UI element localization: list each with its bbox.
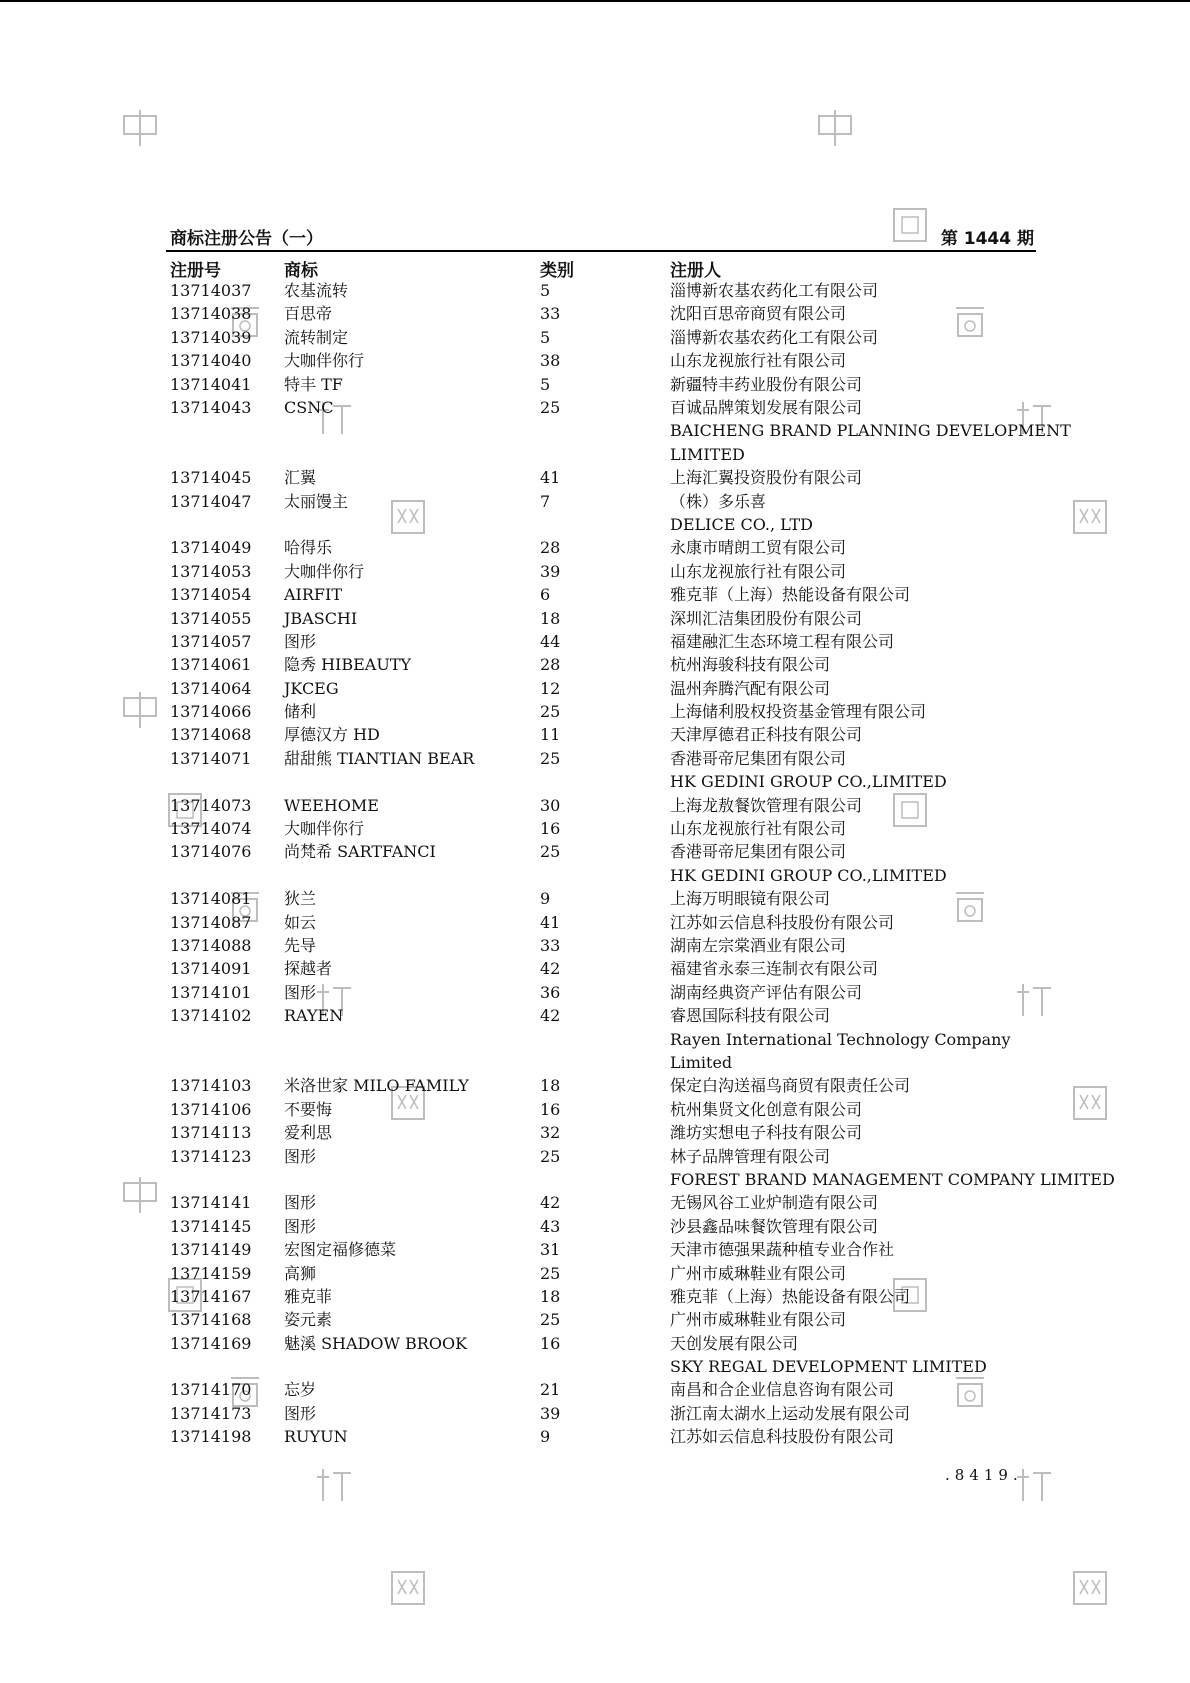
table-row [170, 957, 1040, 980]
registration-table [170, 279, 1115, 1449]
class-number: 16 [540, 1099, 561, 1119]
table-row [170, 1121, 1040, 1144]
trademark-name: 魅溪 SHADOW BROOK [284, 1333, 468, 1353]
table-row [170, 723, 1040, 746]
table-row [170, 373, 1040, 396]
watermark-wang-icon [388, 1568, 428, 1608]
class-number: 42 [540, 1006, 561, 1026]
trademark-name: 图形 [284, 1193, 317, 1213]
trademark-name: 厚德汉方 HD [284, 725, 380, 745]
table-row [170, 1308, 1040, 1331]
registrant-name: 山东龙视旅行社有限公司 [670, 819, 847, 839]
table-row [170, 840, 1040, 887]
class-number: 9 [540, 1427, 551, 1447]
trademark-name: 图形 [284, 982, 317, 1002]
registration-number: 13714049 [170, 538, 252, 558]
registration-number: 13714055 [170, 608, 252, 628]
registration-number: 13714123 [170, 1146, 252, 1166]
registrant-name: 杭州海骏科技有限公司 [670, 655, 831, 675]
trademark-name: 隐秀 HIBEAUTY [284, 655, 412, 675]
registration-number: 13714064 [170, 678, 252, 698]
class-number: 30 [540, 795, 561, 815]
registrant-name: 福建融汇生态环境工程有限公司 [670, 631, 895, 651]
watermark-zhong-icon [120, 1175, 160, 1215]
registrant-name: 广州市威琳鞋业有限公司 [670, 1310, 847, 1330]
registrant-name: 深圳汇洁集团股份有限公司 [670, 608, 863, 628]
trademark-name: JKCEG [284, 678, 339, 698]
registrant-name: 湖南左宗棠酒业有限公司 [670, 936, 847, 955]
registration-number: 13714061 [170, 655, 252, 675]
trademark-name: AIRFIT [284, 585, 343, 605]
table-row [170, 981, 1040, 1004]
table-row [170, 326, 1040, 349]
table-row [170, 1145, 1115, 1192]
registrant-name: 上海万明眼镜有限公司 [670, 889, 831, 909]
table-row [170, 1238, 1040, 1261]
registration-number: 13714068 [170, 725, 252, 745]
class-number: 43 [540, 1216, 561, 1236]
registration-number: 13714145 [170, 1216, 252, 1236]
registrant-name: LIMITED [670, 444, 745, 464]
table-row [170, 653, 1040, 676]
registrant-name: SKY REGAL DEVELOPMENT LIMITED [670, 1357, 987, 1377]
registrant-name: HK GEDINI GROUP CO.,LIMITED [670, 865, 947, 885]
registration-number: 13714039 [170, 327, 252, 347]
class-number: 25 [540, 1146, 561, 1166]
registrant-name: 沈阳百思帝商贸有限公司 [670, 304, 847, 324]
class-number: 12 [540, 678, 561, 698]
registrant-name: 广州市威琳鞋业有限公司 [670, 1263, 847, 1283]
class-number: 36 [540, 982, 561, 1002]
registration-number: 13714066 [170, 702, 252, 722]
registrant-name: 南昌和合企业信息咨询有限公司 [670, 1380, 895, 1400]
registration-number: 13714149 [170, 1240, 252, 1260]
registrant-name: （株）多乐喜 [670, 491, 767, 511]
class-number: 33 [540, 936, 561, 955]
class-number: 38 [540, 351, 561, 371]
table-row [170, 630, 1040, 653]
column-header-number: 注册号 [170, 261, 221, 281]
registrant-name: DELICE CO., LTD [670, 514, 813, 534]
registration-number: 13714170 [170, 1380, 252, 1400]
registration-number: 13714141 [170, 1193, 252, 1213]
class-number: 25 [540, 748, 561, 768]
registration-number: 13714087 [170, 912, 252, 932]
registrant-name: 上海储利股权投资基金管理有限公司 [670, 702, 927, 722]
registrant-name: 天津市德强果蔬种植专业合作社 [670, 1240, 895, 1260]
trademark-name: 如云 [284, 912, 317, 932]
class-number: 21 [540, 1380, 561, 1400]
watermark-wang-icon [1070, 497, 1110, 537]
class-number: 16 [540, 1333, 561, 1353]
trademark-name: 图形 [284, 631, 317, 651]
class-number: 18 [540, 1076, 561, 1096]
registrant-name: 睿恩国际科技有限公司 [670, 1006, 831, 1026]
trademark-name: 百思帝 [284, 304, 333, 324]
class-number: 39 [540, 561, 561, 581]
registrant-name: 潍坊实想电子科技有限公司 [670, 1123, 863, 1143]
trademark-name: 先导 [284, 936, 317, 955]
class-number: 5 [540, 327, 551, 347]
registration-number: 13714043 [170, 397, 252, 417]
registrant-name: 江苏如云信息科技股份有限公司 [670, 1427, 895, 1447]
registrant-name: 上海龙敖餐饮管理有限公司 [670, 795, 863, 815]
trademark-name: 米洛世家 MILO FAMILY [284, 1076, 469, 1096]
trademark-name: 太丽馒主 [284, 491, 349, 511]
registrant-name: 浙江南太湖水上运动发展有限公司 [670, 1403, 911, 1423]
class-number: 44 [540, 631, 561, 651]
class-number: 25 [540, 1310, 561, 1330]
table-row [170, 1004, 1040, 1074]
table-row [170, 934, 1040, 957]
registration-number: 13714113 [170, 1123, 252, 1143]
table-row [170, 490, 1040, 537]
class-number: 41 [540, 468, 561, 488]
registration-number: 13714054 [170, 585, 252, 605]
registrant-name: 淄博新农基农药化工有限公司 [670, 327, 879, 347]
top-border-line [0, 0, 1190, 2]
trademark-name: 爱利思 [284, 1123, 333, 1143]
table-row [170, 817, 1040, 840]
column-header-mark: 商标 [284, 261, 318, 281]
issue-number: 第 1444 期 [940, 229, 1034, 249]
class-number: 31 [540, 1240, 561, 1260]
column-headers [170, 256, 1034, 280]
registration-number: 13714102 [170, 1006, 252, 1026]
watermark-zhong-icon [815, 108, 855, 148]
trademark-name: 不要悔 [284, 1099, 333, 1119]
registration-number: 13714076 [170, 842, 252, 862]
trademark-name: 特丰 TF [284, 374, 343, 394]
class-number: 42 [540, 1193, 561, 1213]
registrant-name: 杭州集贤文化创意有限公司 [670, 1099, 863, 1119]
trademark-name: 流转制定 [284, 327, 349, 347]
trademark-name: JBASCHI [284, 608, 358, 628]
class-number: 25 [540, 842, 561, 862]
trademark-name: 图形 [284, 1403, 317, 1423]
trademark-name: 姿元素 [284, 1310, 333, 1330]
trademark-name: 狄兰 [284, 889, 317, 909]
trademark-name: RAYEN [284, 1006, 344, 1026]
registrant-name: 福建省永泰三连制衣有限公司 [670, 959, 879, 979]
table-row [170, 349, 1040, 372]
registrant-name: 香港哥帝尼集团有限公司 [670, 748, 847, 768]
registration-number: 13714167 [170, 1286, 252, 1306]
table-row [170, 1098, 1040, 1121]
table-row [170, 1215, 1040, 1238]
table-row [170, 396, 1071, 466]
trademark-name: 雅克菲 [284, 1286, 333, 1306]
trademark-name: 哈得乐 [284, 538, 333, 558]
registration-number: 13714045 [170, 468, 252, 488]
class-number: 5 [540, 281, 551, 300]
table-row [170, 536, 1040, 559]
page-header [170, 222, 1034, 252]
publication-title: 商标注册公告（一） [170, 229, 323, 249]
table-row [170, 911, 1040, 934]
page-number: .8419. [945, 1466, 1023, 1484]
trademark-name: 忘岁 [284, 1380, 317, 1400]
trademark-name: 大咖伴你行 [284, 561, 365, 581]
registration-number: 13714168 [170, 1310, 252, 1330]
table-row [170, 1332, 1040, 1379]
registrant-name: 淄博新农基农药化工有限公司 [670, 281, 879, 300]
class-number: 33 [540, 304, 561, 324]
header-rule [166, 250, 1036, 252]
class-number: 25 [540, 702, 561, 722]
trademark-name: 甜甜熊 TIANTIAN BEAR [284, 748, 475, 768]
registrant-name: HK GEDINI GROUP CO.,LIMITED [670, 772, 947, 792]
registration-number: 13714101 [170, 982, 252, 1002]
trademark-name: CSNC [284, 397, 334, 417]
registration-number: 13714088 [170, 936, 252, 955]
table-row [170, 560, 1040, 583]
class-number: 28 [540, 655, 561, 675]
class-number: 5 [540, 374, 551, 394]
table-row [170, 583, 1040, 606]
class-number: 42 [540, 959, 561, 979]
registrant-name: 湖南经典资产评估有限公司 [670, 982, 863, 1002]
registration-number: 13714074 [170, 819, 252, 839]
table-row [170, 1425, 1040, 1448]
class-number: 41 [540, 912, 561, 932]
trademark-name: 尚梵希 SARTFANCI [284, 842, 436, 862]
registration-number: 13714198 [170, 1427, 252, 1447]
registrant-name: 天津厚德君正科技有限公司 [670, 725, 863, 745]
trademark-name: RUYUN [284, 1427, 348, 1447]
registrant-name: Limited [670, 1052, 733, 1072]
trademark-name: 大咖伴你行 [284, 819, 365, 839]
registration-number: 13714073 [170, 795, 252, 815]
registrant-name: 天创发展有限公司 [670, 1333, 799, 1353]
class-number: 32 [540, 1123, 561, 1143]
registrant-name: 百诚品牌策划发展有限公司 [670, 397, 863, 417]
table-row [170, 1074, 1040, 1097]
registrant-name: 雅克菲（上海）热能设备有限公司 [670, 1286, 911, 1306]
table-row [170, 1378, 1040, 1401]
registration-number: 13714053 [170, 561, 252, 581]
watermark-biao-icon [315, 1465, 355, 1505]
registration-number: 13714071 [170, 748, 252, 768]
registrant-name: 永康市晴朗工贸有限公司 [670, 538, 847, 558]
table-row [170, 700, 1040, 723]
registration-number: 13714159 [170, 1263, 252, 1283]
class-number: 18 [540, 608, 561, 628]
registrant-name: 香港哥帝尼集团有限公司 [670, 842, 847, 862]
registrant-name: 无锡风谷工业炉制造有限公司 [670, 1193, 879, 1213]
registrant-name: 沙县鑫品味餐饮管理有限公司 [670, 1216, 879, 1236]
watermark-wang-icon [1070, 1083, 1110, 1123]
class-number: 11 [540, 725, 561, 745]
registrant-name: 林子品牌管理有限公司 [670, 1146, 831, 1166]
registrant-name: 山东龙视旅行社有限公司 [670, 351, 847, 371]
class-number: 16 [540, 819, 561, 839]
table-row [170, 747, 1040, 794]
registration-number: 13714081 [170, 889, 252, 909]
registrant-name: 江苏如云信息科技股份有限公司 [670, 912, 895, 932]
registration-number: 13714040 [170, 351, 252, 371]
table-row [170, 1191, 1040, 1214]
registration-number: 13714173 [170, 1403, 252, 1423]
column-header-registrant: 注册人 [670, 261, 721, 281]
table-row [170, 279, 1040, 302]
trademark-name: WEEHOME [284, 795, 379, 815]
registration-number: 13714103 [170, 1076, 252, 1096]
table-row [170, 1285, 1040, 1308]
class-number: 6 [540, 585, 551, 605]
trademark-name: 图形 [284, 1146, 317, 1166]
registration-number: 13714057 [170, 631, 252, 651]
trademark-name: 探越者 [284, 959, 333, 979]
registrant-name: 保定白沟送福鸟商贸有限责任公司 [670, 1076, 911, 1096]
registration-number: 13714106 [170, 1099, 252, 1119]
table-row [170, 466, 1040, 489]
class-number: 7 [540, 491, 551, 511]
class-number: 18 [540, 1286, 561, 1306]
class-number: 28 [540, 538, 561, 558]
trademark-name: 大咖伴你行 [284, 351, 365, 371]
table-row [170, 302, 1040, 325]
registration-number: 13714038 [170, 304, 252, 324]
registration-number: 13714091 [170, 959, 252, 979]
class-number: 25 [540, 397, 561, 417]
watermark-wang-icon [1070, 1568, 1110, 1608]
column-header-class: 类别 [540, 261, 574, 281]
table-row [170, 887, 1040, 910]
table-row [170, 794, 1040, 817]
trademark-name: 汇翼 [284, 468, 317, 488]
watermark-zhong-icon [120, 690, 160, 730]
table-row [170, 1262, 1040, 1285]
registrant-name: 山东龙视旅行社有限公司 [670, 561, 847, 581]
registrant-name: 上海汇翼投资股份有限公司 [670, 468, 863, 488]
registrant-name: 雅克菲（上海）热能设备有限公司 [670, 585, 911, 605]
trademark-name: 农基流转 [284, 281, 349, 300]
watermark-zhong-icon [120, 108, 160, 148]
registrant-name: Rayen International Technology Company [670, 1029, 1011, 1049]
registration-number: 13714037 [170, 281, 252, 300]
table-row [170, 607, 1040, 630]
table-row [170, 677, 1040, 700]
class-number: 25 [540, 1263, 561, 1283]
registrant-name: FOREST BRAND MANAGEMENT COMPANY LIMITED [670, 1169, 1115, 1189]
registration-number: 13714041 [170, 374, 252, 394]
trademark-name: 储利 [284, 702, 317, 722]
trademark-name: 高狮 [284, 1263, 317, 1283]
trademark-name: 图形 [284, 1216, 317, 1236]
trademark-name: 宏图定福修德菜 [284, 1240, 397, 1260]
class-number: 39 [540, 1403, 561, 1423]
table-row [170, 1402, 1040, 1425]
registration-number: 13714047 [170, 491, 252, 511]
registrant-name: BAICHENG BRAND PLANNING DEVELOPMENT [670, 421, 1071, 441]
registrant-name: 温州奔腾汽配有限公司 [670, 678, 831, 698]
registrant-name: 新疆特丰药业股份有限公司 [670, 374, 863, 394]
class-number: 9 [540, 889, 551, 909]
registration-number: 13714169 [170, 1333, 252, 1353]
